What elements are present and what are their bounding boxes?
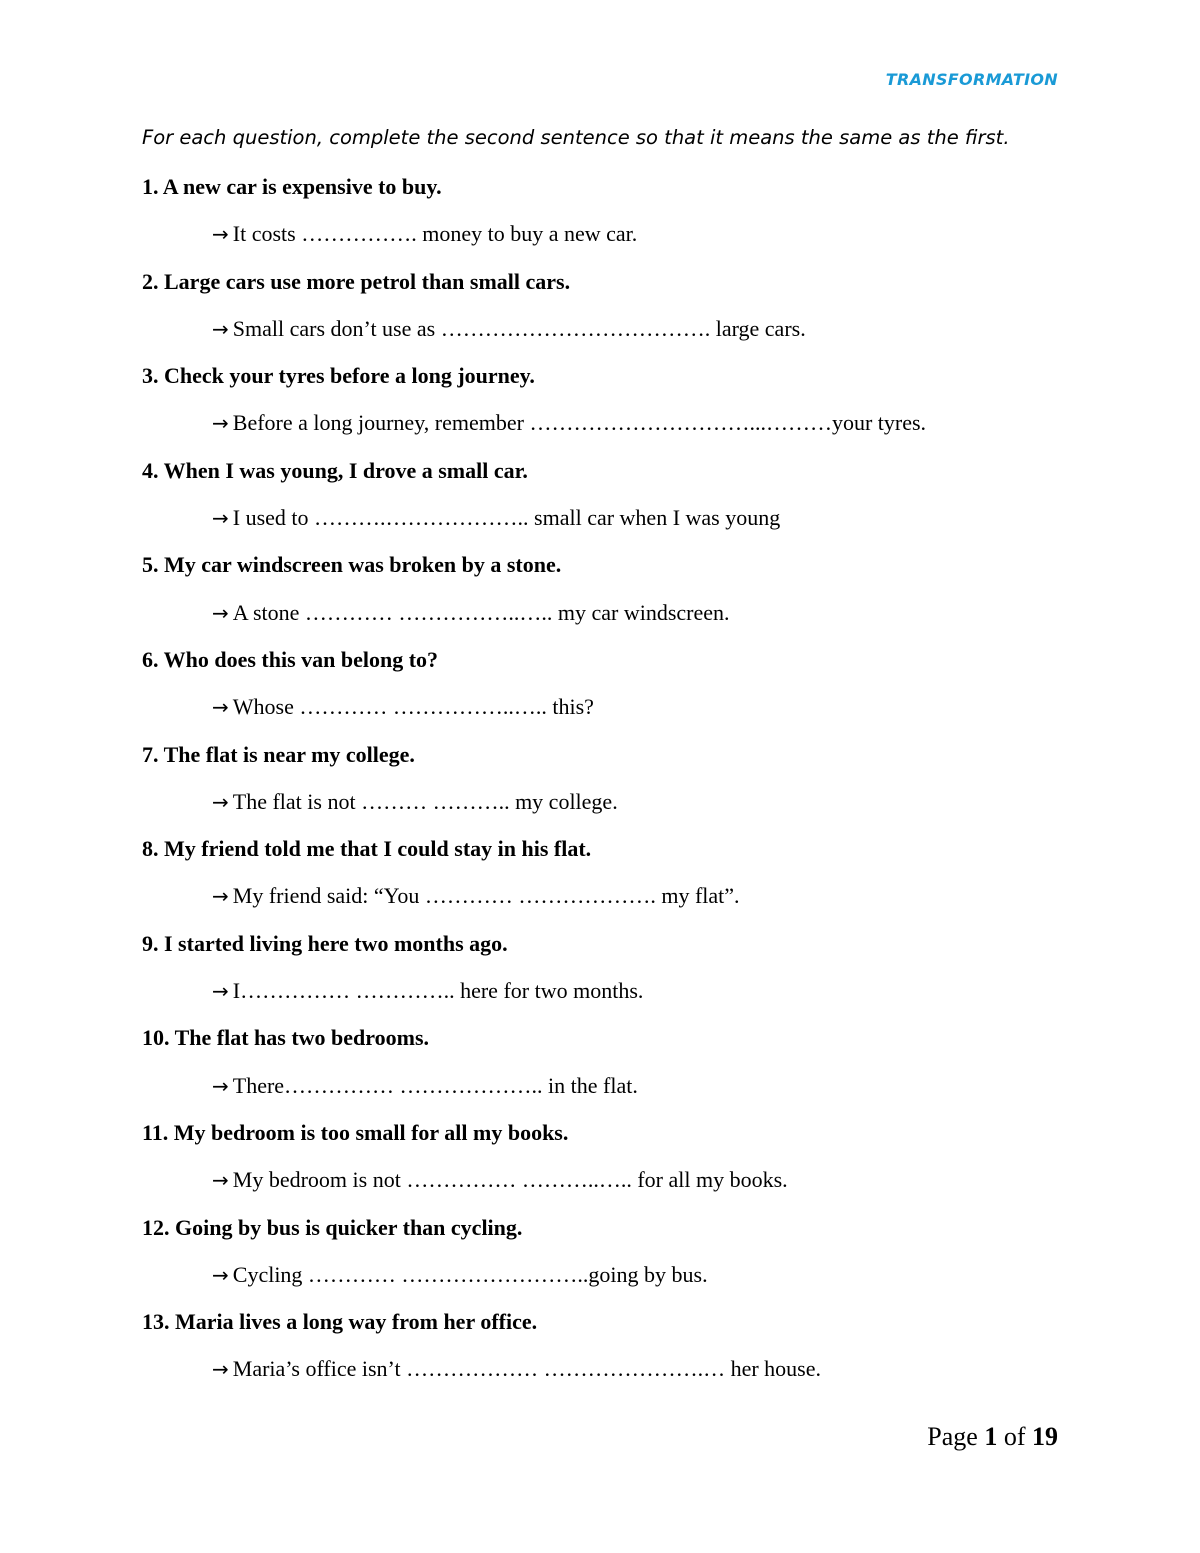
answer-text: I used to ……….……………….. small car when I was young <box>232 505 781 531</box>
answer-line <box>212 1165 788 1195</box>
question-item <box>142 456 1072 503</box>
arrow-right-icon: → <box>212 1262 229 1287</box>
answer-line <box>212 692 594 722</box>
answer-text: Whose ………… ……………..….. this? <box>232 694 594 720</box>
question-answer-row <box>142 1354 1072 1401</box>
question-item <box>142 1118 1072 1165</box>
answer-line <box>212 787 618 817</box>
question-answer-row <box>142 408 1072 455</box>
page-label: Page <box>927 1422 978 1451</box>
question-answer-row <box>142 503 1072 550</box>
answer-line <box>212 1354 821 1384</box>
question-answer-row <box>142 976 1072 1023</box>
question-answer-row <box>142 219 1072 266</box>
question-item <box>142 645 1072 692</box>
answer-text: Small cars don’t use as ………………………………. large cars. <box>232 315 806 341</box>
arrow-right-icon: → <box>212 789 229 814</box>
current-page: 1 <box>984 1422 998 1451</box>
of-label: of <box>1003 1422 1026 1451</box>
question-prompt: 6. Who does this van belong to? <box>142 646 439 672</box>
page-number <box>927 1422 1058 1452</box>
question-item <box>142 1213 1072 1260</box>
answer-line <box>212 598 730 628</box>
page-header-title: TRANSFORMATION <box>885 70 1058 89</box>
answer-text: My bedroom is not …………… ………..….. for all my books. <box>232 1167 788 1193</box>
question-answer-row <box>142 787 1072 834</box>
answer-line <box>212 1071 638 1101</box>
question-item <box>142 1307 1072 1354</box>
question-prompt: 5. My car windscreen was broken by a stone. <box>142 552 562 578</box>
question-answer-row <box>142 1071 1072 1118</box>
answer-line <box>212 219 637 249</box>
question-prompt: 1. A new car is expensive to buy. <box>142 174 442 199</box>
question-prompt: 8. My friend told me that I could stay in his flat. <box>142 836 592 862</box>
question-item <box>142 834 1072 881</box>
question-item <box>142 550 1072 597</box>
question-prompt: 2. Large cars use more petrol than small cars. <box>142 268 571 294</box>
question-answer-row <box>142 1260 1072 1307</box>
question-item <box>142 361 1072 408</box>
answer-text: I…………… ………….. here for two months. <box>232 978 644 1004</box>
question-item <box>142 1023 1072 1070</box>
question-prompt: 13. Maria lives a long way from her office. <box>142 1309 538 1335</box>
answer-text: My friend said: “You ………… ………………. my flat”. <box>232 883 740 909</box>
arrow-right-icon: → <box>212 506 229 531</box>
arrow-right-icon: → <box>212 316 229 341</box>
question-item <box>142 929 1072 976</box>
instruction-text: For each question, complete the second sentence so that it means the same as the first. <box>142 126 1010 149</box>
question-answer-row <box>142 1165 1072 1212</box>
question-prompt: 9. I started living here two months ago. <box>142 930 508 956</box>
answer-text: The flat is not ……… ……….. my college. <box>232 788 618 814</box>
arrow-right-icon: → <box>212 222 229 247</box>
answer-text: Cycling ………… ……………………..going by bus. <box>232 1261 708 1287</box>
arrow-right-icon: → <box>212 600 229 625</box>
answer-text: It costs ……………. money to buy a new car. <box>232 221 638 247</box>
question-item <box>142 172 1072 219</box>
question-answer-row <box>142 881 1072 928</box>
arrow-right-icon: → <box>212 1168 229 1193</box>
answer-text: A stone ………… ……………..….. my car windscreen. <box>232 599 730 625</box>
question-prompt: 7. The flat is near my college. <box>142 741 415 767</box>
question-answer-row <box>142 314 1072 361</box>
question-item <box>142 740 1072 787</box>
question-prompt: 10. The flat has two bedrooms. <box>142 1025 430 1051</box>
total-pages: 19 <box>1032 1422 1058 1451</box>
answer-text: There…………… ……………….. in the flat. <box>232 1072 638 1098</box>
question-answer-row <box>142 692 1072 739</box>
answer-line <box>212 881 740 911</box>
question-item <box>142 267 1072 314</box>
question-prompt: 11. My bedroom is too small for all my books. <box>142 1119 569 1145</box>
question-prompt: 4. When I was young, I drove a small car. <box>142 457 528 483</box>
answer-text: Before a long journey, remember …………………………...………your tyres. <box>232 410 927 436</box>
arrow-right-icon: → <box>212 411 229 436</box>
answer-line <box>212 503 780 533</box>
question-answer-row <box>142 598 1072 645</box>
answer-line <box>212 1260 708 1290</box>
question-prompt: 3. Check your tyres before a long journey. <box>142 363 535 389</box>
arrow-right-icon: → <box>212 1073 229 1098</box>
arrow-right-icon: → <box>212 884 229 909</box>
answer-line <box>212 976 643 1006</box>
arrow-right-icon: → <box>212 1357 229 1382</box>
answer-line <box>212 408 926 438</box>
answer-line <box>212 314 806 344</box>
question-prompt: 12. Going by bus is quicker than cycling. <box>142 1214 523 1240</box>
question-list <box>142 172 1072 1402</box>
arrow-right-icon: → <box>212 695 229 720</box>
answer-text: Maria’s office isn’t ……………… ………………….… her house. <box>232 1356 821 1382</box>
arrow-right-icon: → <box>212 979 229 1004</box>
